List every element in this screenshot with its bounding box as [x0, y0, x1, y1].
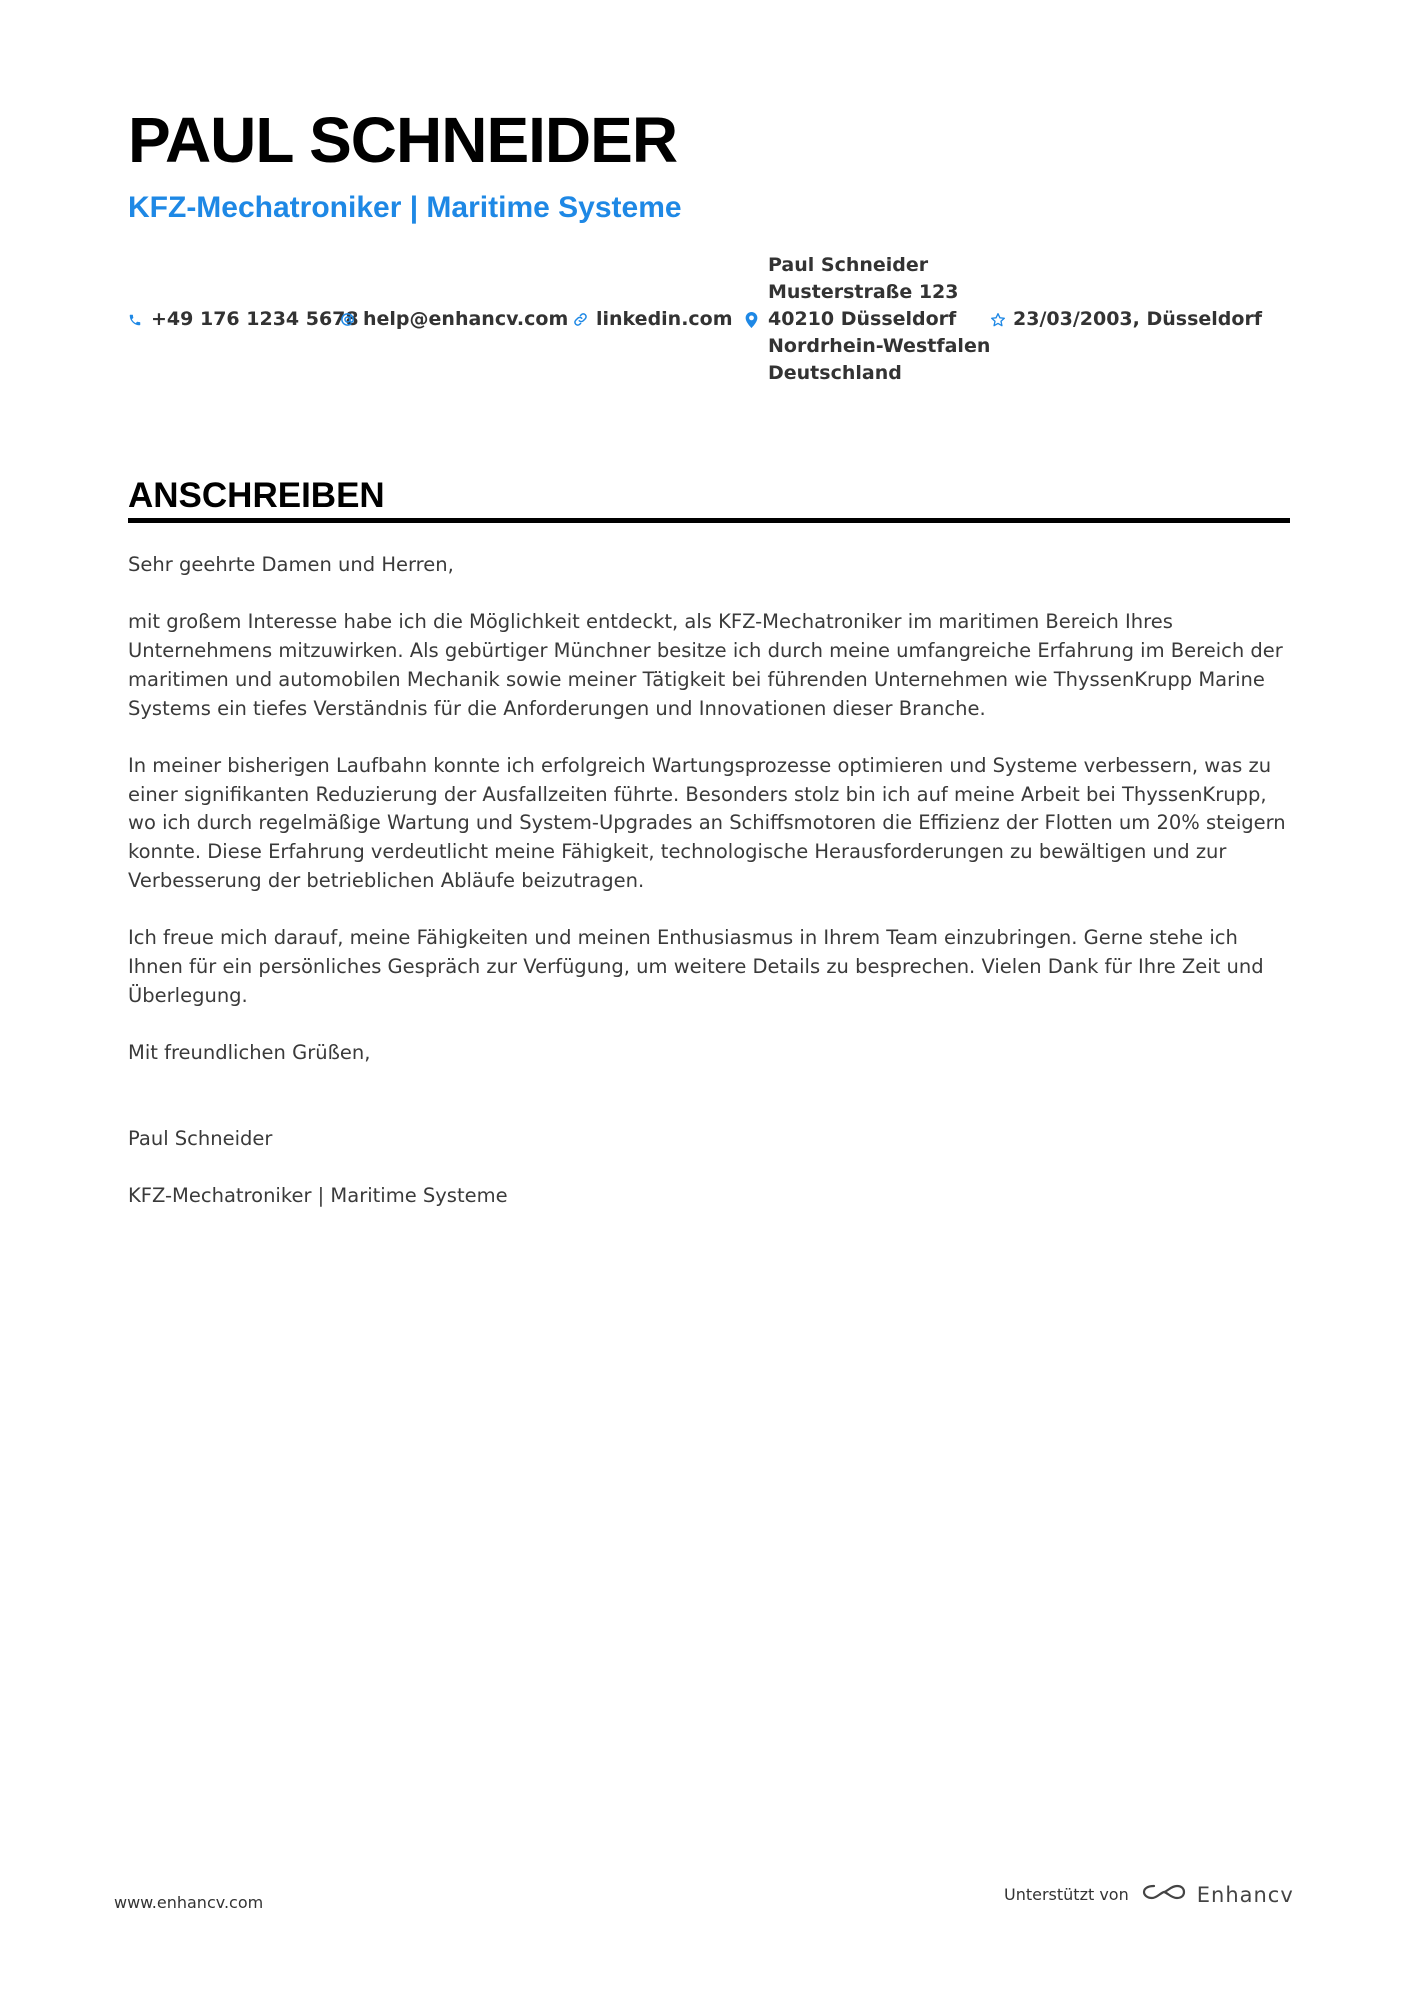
address-line: Deutschland — [768, 362, 902, 384]
address-line: Nordrhein-Westfalen — [768, 335, 991, 357]
signature-name: Paul Schneider — [128, 1126, 273, 1150]
contact-bar — [128, 252, 1288, 392]
address-line: 40210 Düsseldorf — [768, 308, 957, 330]
letter-paragraph: Ich freue mich darauf, meine Fähigkeiten und meinen Enthusiasmus in Ihrem Team einzubringen. Gerne stehe ich Ihnen für ein persönliches Gespräch zur Verfügung, um weitere Details zu besprechen. Vielen Dank für Ihre Zeit und Überlegung. — [128, 926, 1264, 1007]
letter-closing: Mit freundlichen Grüßen, — [128, 1040, 371, 1064]
section-title: ANSCHREIBEN — [128, 476, 385, 515]
address-line: Paul Schneider — [768, 254, 929, 276]
at-icon — [340, 306, 360, 333]
contact-phone — [128, 306, 359, 333]
signature-title: KFZ-Mechatroniker | Maritime Systeme — [128, 1183, 508, 1207]
address-lines — [768, 252, 990, 387]
footer-url[interactable]: www.enhancv.com — [114, 1893, 264, 1912]
brand-logo[interactable] — [1141, 1880, 1294, 1909]
letter-paragraph: mit großem Interesse habe ich die Möglichkeit entdeckt, als KFZ-Mechatroniker im maritimen Bereich Ihres Unternehmens mitzuwirken. Als gebürtiger Münchner besitze ich durch meine umfangreiche Erfahrung im Bereich der maritimen und automobilen Mechanik sowie meiner Tätigkeit bei führenden Unternehmen wie ThyssenKrupp Marine Systems ein tiefes Verständnis für die Anforderungen und Innovationen dieser Branche. — [128, 610, 1283, 720]
contact-birth — [990, 306, 1262, 333]
phone-value: +49 176 1234 5678 — [151, 308, 359, 330]
linkedin-value[interactable]: linkedin.com — [596, 308, 733, 330]
powered-by — [1004, 1880, 1294, 1909]
brand-name: Enhancv — [1196, 1882, 1294, 1907]
section-divider — [128, 518, 1290, 523]
link-icon — [573, 306, 593, 333]
letter-greeting: Sehr geehrte Damen und Herren, — [128, 553, 454, 576]
contact-email — [340, 306, 568, 333]
email-value[interactable]: help@enhancv.com — [363, 308, 569, 330]
candidate-name: PAUL SCHNEIDER — [128, 104, 678, 176]
candidate-headline: KFZ-Mechatroniker | Maritime Systeme — [128, 191, 682, 224]
phone-icon — [128, 306, 148, 333]
letter-paragraph: In meiner bisherigen Laufbahn konnte ich erfolgreich Wartungsprozesse optimieren und Systeme verbessern, was zu einer signifikanten Reduzierung der Ausfallzeiten führte. Besonders stolz bin ich auf meine Arbeit bei ThyssenKrupp, wo ich durch regelmäßige Wartung und System-Upgrades an Schiffsmotoren die Effizienz der Flotten um 20% steigern konnte. Diese Erfahrung verdeutlicht meine Fähigkeit, technologische Herausforderungen zu bewältigen und zur Verbesserung der betrieblichen Abläufe beizutragen. — [128, 753, 1286, 892]
location-pin-icon — [745, 306, 765, 333]
enhancv-logo-icon — [1141, 1880, 1187, 1909]
powered-by-label: Unterstützt von — [1004, 1885, 1129, 1904]
star-icon — [990, 306, 1010, 333]
contact-address — [745, 254, 991, 387]
address-line: Musterstraße 123 — [768, 281, 959, 303]
contact-linkedin — [573, 306, 733, 333]
birth-value: 23/03/2003, Düsseldorf — [1013, 308, 1263, 330]
letter-body — [128, 551, 1293, 1239]
